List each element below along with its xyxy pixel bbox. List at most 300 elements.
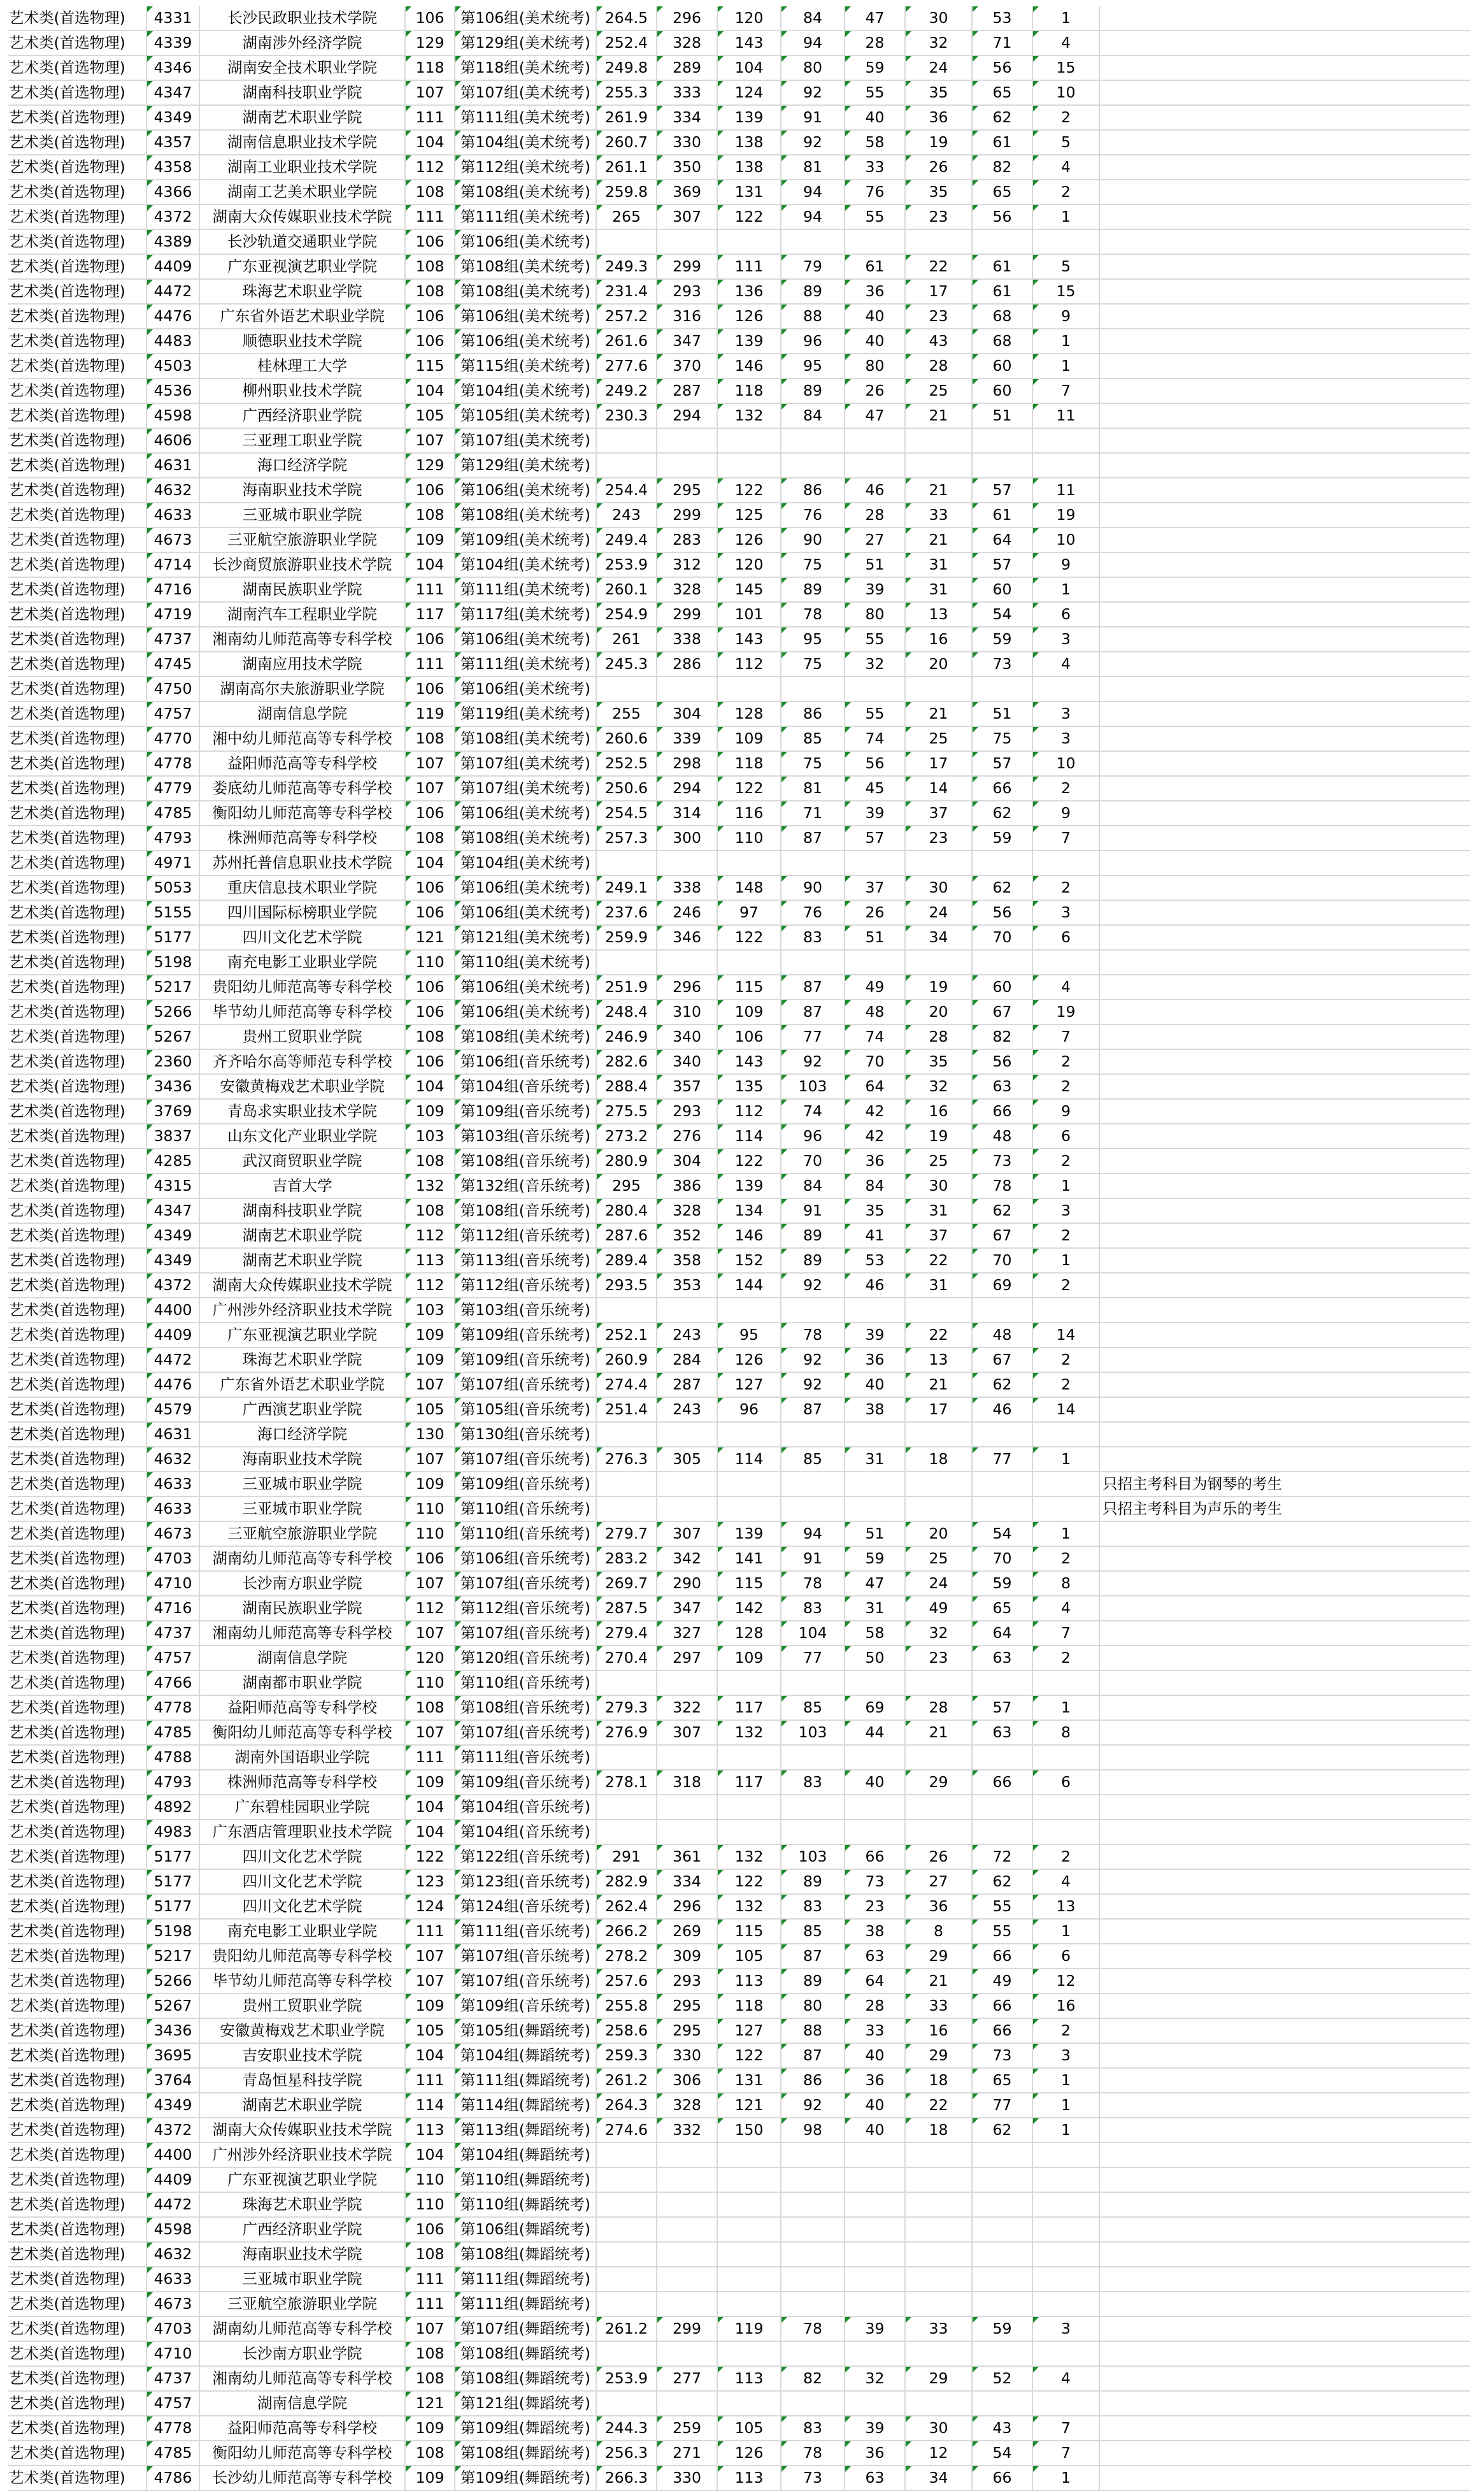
table-row[interactable] — [8, 403, 1470, 428]
school-code-cell[interactable]: 4389 — [146, 229, 199, 254]
chinese-cell[interactable]: 122 — [717, 2043, 781, 2068]
chinese-cell[interactable]: 139 — [717, 329, 781, 354]
math-cell[interactable]: 83 — [781, 1596, 845, 1621]
table-row[interactable] — [8, 776, 1470, 801]
total-cell[interactable] — [657, 2143, 717, 2167]
elective-cell[interactable]: 29 — [905, 2366, 972, 2391]
note-cell[interactable] — [1099, 478, 1470, 503]
rank-cell[interactable] — [1032, 1422, 1099, 1447]
rank-cell[interactable] — [1032, 677, 1099, 701]
elective-cell[interactable]: 31 — [905, 577, 972, 602]
school-code-cell[interactable]: 4483 — [146, 329, 199, 354]
school-name-cell[interactable]: 四川文化艺术学院 — [199, 1894, 405, 1919]
elective-cell[interactable] — [905, 1298, 972, 1323]
total-cell[interactable] — [657, 1670, 717, 1695]
english-cell[interactable]: 59 — [972, 826, 1032, 851]
group-name-cell[interactable]: 第104组(美术统考) — [455, 130, 596, 155]
math-cell[interactable] — [781, 1820, 845, 1844]
table-row[interactable] — [8, 1646, 1470, 1670]
elective-cell[interactable]: 22 — [905, 254, 972, 279]
note-cell[interactable] — [1099, 6, 1470, 31]
rank-cell[interactable]: 2 — [1032, 1546, 1099, 1571]
total-cell[interactable] — [657, 2341, 717, 2366]
group-name-cell[interactable]: 第120组(音乐统考) — [455, 1646, 596, 1670]
category-cell[interactable]: 艺术类(首选物理) — [8, 1646, 146, 1670]
physics-cell[interactable]: 45 — [845, 776, 905, 801]
group-code-cell[interactable]: 110 — [405, 1521, 455, 1546]
english-cell[interactable] — [972, 1820, 1032, 1844]
total-cell[interactable]: 350 — [657, 155, 717, 180]
school-name-cell[interactable]: 湖南大众传媒职业技术学院 — [199, 205, 405, 229]
physics-cell[interactable]: 36 — [845, 2068, 905, 2093]
group-name-cell[interactable]: 第115组(美术统考) — [455, 354, 596, 378]
english-cell[interactable]: 48 — [972, 1124, 1032, 1149]
math-cell[interactable]: 89 — [781, 378, 845, 403]
group-code-cell[interactable]: 107 — [405, 2316, 455, 2341]
note-cell[interactable] — [1099, 1273, 1470, 1298]
group-name-cell[interactable]: 第111组(音乐统考) — [455, 1745, 596, 1770]
group-name-cell[interactable]: 第113组(音乐统考) — [455, 1248, 596, 1273]
english-cell[interactable]: 54 — [972, 602, 1032, 627]
elective-cell[interactable]: 18 — [905, 1447, 972, 1472]
group-name-cell[interactable]: 第106组(舞蹈统考) — [455, 2217, 596, 2242]
school-code-cell[interactable]: 4349 — [146, 1248, 199, 1273]
category-cell[interactable]: 艺术类(首选物理) — [8, 2043, 146, 2068]
physics-cell[interactable]: 39 — [845, 577, 905, 602]
group-code-cell[interactable]: 109 — [405, 2466, 455, 2490]
score-cell[interactable]: 276.9 — [596, 1720, 657, 1745]
english-cell[interactable] — [972, 453, 1032, 478]
rank-cell[interactable]: 10 — [1032, 751, 1099, 776]
score-cell[interactable]: 293.5 — [596, 1273, 657, 1298]
english-cell[interactable]: 67 — [972, 1347, 1032, 1372]
physics-cell[interactable] — [845, 453, 905, 478]
elective-cell[interactable]: 24 — [905, 900, 972, 925]
physics-cell[interactable]: 53 — [845, 1248, 905, 1273]
chinese-cell[interactable]: 143 — [717, 627, 781, 652]
school-name-cell[interactable]: 柳州职业技术学院 — [199, 378, 405, 403]
total-cell[interactable]: 334 — [657, 105, 717, 130]
table-row[interactable] — [8, 726, 1470, 751]
score-cell[interactable] — [596, 677, 657, 701]
rank-cell[interactable]: 15 — [1032, 55, 1099, 80]
school-code-cell[interactable]: 4358 — [146, 155, 199, 180]
score-cell[interactable]: 254.4 — [596, 478, 657, 503]
category-cell[interactable]: 艺术类(首选物理) — [8, 2316, 146, 2341]
total-cell[interactable]: 287 — [657, 1372, 717, 1397]
group-code-cell[interactable]: 109 — [405, 2416, 455, 2441]
table-row[interactable] — [8, 1844, 1470, 1869]
school-code-cell[interactable]: 4778 — [146, 2416, 199, 2441]
physics-cell[interactable] — [845, 1820, 905, 1844]
group-name-cell[interactable]: 第109组(音乐统考) — [455, 1993, 596, 2018]
rank-cell[interactable]: 14 — [1032, 1397, 1099, 1422]
rank-cell[interactable]: 1 — [1032, 1521, 1099, 1546]
note-cell[interactable] — [1099, 1969, 1470, 1993]
score-cell[interactable]: 256.3 — [596, 2441, 657, 2466]
total-cell[interactable]: 309 — [657, 1944, 717, 1969]
rank-cell[interactable]: 2 — [1032, 180, 1099, 205]
score-cell[interactable]: 261 — [596, 627, 657, 652]
group-name-cell[interactable]: 第106组(美术统考) — [455, 627, 596, 652]
school-code-cell[interactable]: 4606 — [146, 428, 199, 453]
school-code-cell[interactable]: 5217 — [146, 1944, 199, 1969]
score-cell[interactable]: 246.9 — [596, 1024, 657, 1049]
rank-cell[interactable]: 1 — [1032, 205, 1099, 229]
category-cell[interactable]: 艺术类(首选物理) — [8, 1770, 146, 1795]
score-cell[interactable]: 249.2 — [596, 378, 657, 403]
group-code-cell[interactable]: 110 — [405, 2167, 455, 2192]
english-cell[interactable]: 64 — [972, 1621, 1032, 1646]
note-cell[interactable]: 只招主考科目为声乐的考生 — [1099, 1497, 1470, 1521]
school-code-cell[interactable]: 4779 — [146, 776, 199, 801]
school-code-cell[interactable]: 4793 — [146, 826, 199, 851]
table-row[interactable] — [8, 1894, 1470, 1919]
rank-cell[interactable]: 9 — [1032, 801, 1099, 826]
school-name-cell[interactable]: 湖南工业职业技术学院 — [199, 155, 405, 180]
score-cell[interactable]: 250.6 — [596, 776, 657, 801]
math-cell[interactable]: 89 — [781, 577, 845, 602]
total-cell[interactable]: 297 — [657, 1646, 717, 1670]
group-name-cell[interactable]: 第104组(美术统考) — [455, 552, 596, 577]
category-cell[interactable]: 艺术类(首选物理) — [8, 1844, 146, 1869]
physics-cell[interactable]: 38 — [845, 1397, 905, 1422]
math-cell[interactable] — [781, 2391, 845, 2416]
school-code-cell[interactable]: 5053 — [146, 875, 199, 900]
group-code-cell[interactable]: 112 — [405, 155, 455, 180]
chinese-cell[interactable]: 105 — [717, 1944, 781, 1969]
elective-cell[interactable] — [905, 2267, 972, 2292]
note-cell[interactable] — [1099, 205, 1470, 229]
math-cell[interactable] — [781, 2143, 845, 2167]
physics-cell[interactable] — [845, 428, 905, 453]
table-row[interactable] — [8, 180, 1470, 205]
score-cell[interactable]: 259.8 — [596, 180, 657, 205]
math-cell[interactable]: 90 — [781, 528, 845, 552]
total-cell[interactable]: 332 — [657, 2118, 717, 2143]
chinese-cell[interactable] — [717, 2292, 781, 2316]
chinese-cell[interactable]: 138 — [717, 155, 781, 180]
school-name-cell[interactable]: 广东酒店管理职业技术学院 — [199, 1820, 405, 1844]
group-code-cell[interactable]: 118 — [405, 55, 455, 80]
total-cell[interactable]: 299 — [657, 503, 717, 528]
group-code-cell[interactable]: 109 — [405, 528, 455, 552]
school-code-cell[interactable]: 3764 — [146, 2068, 199, 2093]
category-cell[interactable]: 艺术类(首选物理) — [8, 2341, 146, 2366]
group-code-cell[interactable]: 104 — [405, 1795, 455, 1820]
elective-cell[interactable]: 32 — [905, 31, 972, 55]
english-cell[interactable]: 57 — [972, 751, 1032, 776]
math-cell[interactable] — [781, 229, 845, 254]
total-cell[interactable] — [657, 453, 717, 478]
group-code-cell[interactable]: 111 — [405, 1745, 455, 1770]
elective-cell[interactable]: 13 — [905, 602, 972, 627]
physics-cell[interactable]: 40 — [845, 2043, 905, 2068]
school-code-cell[interactable]: 4632 — [146, 478, 199, 503]
school-name-cell[interactable]: 湖南信息学院 — [199, 2391, 405, 2416]
elective-cell[interactable]: 25 — [905, 1149, 972, 1174]
rank-cell[interactable]: 7 — [1032, 2441, 1099, 2466]
rank-cell[interactable] — [1032, 1670, 1099, 1695]
group-name-cell[interactable]: 第109组(音乐统考) — [455, 1347, 596, 1372]
elective-cell[interactable]: 26 — [905, 1844, 972, 1869]
english-cell[interactable]: 59 — [972, 627, 1032, 652]
english-cell[interactable] — [972, 1745, 1032, 1770]
rank-cell[interactable]: 10 — [1032, 80, 1099, 105]
note-cell[interactable] — [1099, 1795, 1470, 1820]
math-cell[interactable]: 94 — [781, 180, 845, 205]
group-code-cell[interactable]: 106 — [405, 1546, 455, 1571]
group-name-cell[interactable]: 第108组(美术统考) — [455, 180, 596, 205]
english-cell[interactable]: 65 — [972, 1596, 1032, 1621]
note-cell[interactable] — [1099, 2292, 1470, 2316]
group-name-cell[interactable]: 第113组(舞蹈统考) — [455, 2118, 596, 2143]
total-cell[interactable]: 259 — [657, 2416, 717, 2441]
school-name-cell[interactable]: 三亚城市职业学院 — [199, 1497, 405, 1521]
total-cell[interactable] — [657, 950, 717, 975]
school-code-cell[interactable]: 4349 — [146, 2093, 199, 2118]
total-cell[interactable]: 314 — [657, 801, 717, 826]
note-cell[interactable] — [1099, 105, 1470, 130]
chinese-cell[interactable]: 142 — [717, 1596, 781, 1621]
school-name-cell[interactable]: 株洲师范高等专科学校 — [199, 1770, 405, 1795]
rank-cell[interactable] — [1032, 453, 1099, 478]
total-cell[interactable]: 287 — [657, 378, 717, 403]
rank-cell[interactable] — [1032, 2217, 1099, 2242]
elective-cell[interactable] — [905, 2242, 972, 2267]
math-cell[interactable]: 87 — [781, 1000, 845, 1024]
school-code-cell[interactable]: 4347 — [146, 80, 199, 105]
math-cell[interactable] — [781, 428, 845, 453]
group-name-cell[interactable]: 第111组(美术统考) — [455, 652, 596, 677]
note-cell[interactable] — [1099, 1149, 1470, 1174]
school-code-cell[interactable]: 5198 — [146, 1919, 199, 1944]
school-name-cell[interactable]: 广州涉外经济职业技术学院 — [199, 2143, 405, 2167]
elective-cell[interactable]: 16 — [905, 1099, 972, 1124]
score-cell[interactable]: 270.4 — [596, 1646, 657, 1670]
physics-cell[interactable]: 33 — [845, 155, 905, 180]
note-cell[interactable] — [1099, 1347, 1470, 1372]
group-name-cell[interactable]: 第104组(音乐统考) — [455, 1074, 596, 1099]
total-cell[interactable]: 243 — [657, 1323, 717, 1347]
english-cell[interactable]: 57 — [972, 1695, 1032, 1720]
elective-cell[interactable]: 30 — [905, 1174, 972, 1198]
chinese-cell[interactable] — [717, 1497, 781, 1521]
table-row[interactable] — [8, 2118, 1470, 2143]
rank-cell[interactable] — [1032, 2391, 1099, 2416]
group-code-cell[interactable]: 106 — [405, 900, 455, 925]
school-code-cell[interactable]: 4673 — [146, 2292, 199, 2316]
chinese-cell[interactable]: 139 — [717, 105, 781, 130]
group-code-cell[interactable]: 107 — [405, 751, 455, 776]
math-cell[interactable]: 84 — [781, 403, 845, 428]
physics-cell[interactable]: 56 — [845, 751, 905, 776]
math-cell[interactable]: 77 — [781, 1646, 845, 1670]
chinese-cell[interactable]: 112 — [717, 1099, 781, 1124]
chinese-cell[interactable]: 96 — [717, 1397, 781, 1422]
group-code-cell[interactable]: 108 — [405, 2366, 455, 2391]
category-cell[interactable]: 艺术类(首选物理) — [8, 1745, 146, 1770]
physics-cell[interactable]: 40 — [845, 304, 905, 329]
rank-cell[interactable]: 5 — [1032, 130, 1099, 155]
math-cell[interactable]: 91 — [781, 105, 845, 130]
group-code-cell[interactable]: 109 — [405, 1770, 455, 1795]
chinese-cell[interactable]: 136 — [717, 279, 781, 304]
school-name-cell[interactable]: 湖南艺术职业学院 — [199, 2093, 405, 2118]
school-name-cell[interactable]: 四川文化艺术学院 — [199, 1869, 405, 1894]
group-name-cell[interactable]: 第111组(舞蹈统考) — [455, 2292, 596, 2316]
score-cell[interactable]: 249.3 — [596, 254, 657, 279]
group-code-cell[interactable]: 113 — [405, 2118, 455, 2143]
math-cell[interactable]: 92 — [781, 1347, 845, 1372]
group-name-cell[interactable]: 第106组(美术统考) — [455, 304, 596, 329]
category-cell[interactable]: 艺术类(首选物理) — [8, 2441, 146, 2466]
group-code-cell[interactable]: 107 — [405, 80, 455, 105]
score-cell[interactable]: 289.4 — [596, 1248, 657, 1273]
rank-cell[interactable]: 3 — [1032, 2316, 1099, 2341]
note-cell[interactable] — [1099, 453, 1470, 478]
english-cell[interactable]: 66 — [972, 2018, 1032, 2043]
rank-cell[interactable]: 2 — [1032, 1049, 1099, 1074]
total-cell[interactable] — [657, 2217, 717, 2242]
table-row[interactable] — [8, 1323, 1470, 1347]
score-cell[interactable]: 261.1 — [596, 155, 657, 180]
rank-cell[interactable]: 7 — [1032, 378, 1099, 403]
table-row[interactable] — [8, 652, 1470, 677]
note-cell[interactable] — [1099, 2441, 1470, 2466]
score-cell[interactable]: 258.6 — [596, 2018, 657, 2043]
total-cell[interactable]: 307 — [657, 1521, 717, 1546]
chinese-cell[interactable]: 127 — [717, 1372, 781, 1397]
english-cell[interactable] — [972, 1472, 1032, 1497]
school-name-cell[interactable]: 海口经济学院 — [199, 453, 405, 478]
math-cell[interactable]: 86 — [781, 701, 845, 726]
category-cell[interactable]: 艺术类(首选物理) — [8, 2018, 146, 2043]
group-code-cell[interactable]: 112 — [405, 1273, 455, 1298]
score-cell[interactable]: 282.6 — [596, 1049, 657, 1074]
chinese-cell[interactable]: 139 — [717, 1521, 781, 1546]
total-cell[interactable]: 358 — [657, 1248, 717, 1273]
english-cell[interactable]: 60 — [972, 577, 1032, 602]
school-code-cell[interactable]: 4793 — [146, 1770, 199, 1795]
school-code-cell[interactable]: 4737 — [146, 2366, 199, 2391]
school-code-cell[interactable]: 4598 — [146, 2217, 199, 2242]
total-cell[interactable] — [657, 2267, 717, 2292]
elective-cell[interactable]: 20 — [905, 1521, 972, 1546]
score-cell[interactable] — [596, 1795, 657, 1820]
school-code-cell[interactable]: 5217 — [146, 975, 199, 1000]
school-code-cell[interactable]: 4737 — [146, 1621, 199, 1646]
category-cell[interactable]: 艺术类(首选物理) — [8, 31, 146, 55]
group-code-cell[interactable]: 108 — [405, 279, 455, 304]
english-cell[interactable]: 69 — [972, 1273, 1032, 1298]
english-cell[interactable]: 48 — [972, 1323, 1032, 1347]
score-cell[interactable]: 266.2 — [596, 1919, 657, 1944]
group-code-cell[interactable]: 111 — [405, 105, 455, 130]
total-cell[interactable]: 277 — [657, 2366, 717, 2391]
math-cell[interactable] — [781, 2292, 845, 2316]
category-cell[interactable]: 艺术类(首选物理) — [8, 2267, 146, 2292]
school-name-cell[interactable]: 三亚航空旅游职业学院 — [199, 528, 405, 552]
school-name-cell[interactable]: 南充电影工业职业学院 — [199, 950, 405, 975]
group-code-cell[interactable]: 110 — [405, 950, 455, 975]
rank-cell[interactable]: 2 — [1032, 1844, 1099, 1869]
note-cell[interactable] — [1099, 2366, 1470, 2391]
group-code-cell[interactable]: 108 — [405, 1149, 455, 1174]
school-code-cell[interactable]: 4785 — [146, 801, 199, 826]
category-cell[interactable]: 艺术类(首选物理) — [8, 254, 146, 279]
rank-cell[interactable]: 2 — [1032, 1074, 1099, 1099]
group-name-cell[interactable]: 第132组(音乐统考) — [455, 1174, 596, 1198]
total-cell[interactable] — [657, 2167, 717, 2192]
math-cell[interactable]: 91 — [781, 1198, 845, 1223]
group-code-cell[interactable]: 106 — [405, 677, 455, 701]
group-name-cell[interactable]: 第119组(美术统考) — [455, 701, 596, 726]
math-cell[interactable]: 92 — [781, 1273, 845, 1298]
category-cell[interactable]: 艺术类(首选物理) — [8, 627, 146, 652]
english-cell[interactable] — [972, 2292, 1032, 2316]
school-name-cell[interactable]: 海南职业技术学院 — [199, 478, 405, 503]
note-cell[interactable] — [1099, 2118, 1470, 2143]
note-cell[interactable] — [1099, 1546, 1470, 1571]
school-code-cell[interactable]: 5266 — [146, 1000, 199, 1024]
category-cell[interactable]: 艺术类(首选物理) — [8, 55, 146, 80]
rank-cell[interactable]: 6 — [1032, 1944, 1099, 1969]
category-cell[interactable]: 艺术类(首选物理) — [8, 1894, 146, 1919]
school-code-cell[interactable]: 4339 — [146, 31, 199, 55]
math-cell[interactable]: 89 — [781, 1969, 845, 1993]
group-code-cell[interactable]: 106 — [405, 2217, 455, 2242]
score-cell[interactable]: 274.6 — [596, 2118, 657, 2143]
group-name-cell[interactable]: 第112组(音乐统考) — [455, 1596, 596, 1621]
score-cell[interactable]: 257.6 — [596, 1969, 657, 1993]
note-cell[interactable] — [1099, 826, 1470, 851]
note-cell[interactable] — [1099, 503, 1470, 528]
total-cell[interactable]: 338 — [657, 627, 717, 652]
school-code-cell[interactable]: 4631 — [146, 1422, 199, 1447]
table-row[interactable] — [8, 2416, 1470, 2441]
school-code-cell[interactable]: 3837 — [146, 1124, 199, 1149]
english-cell[interactable]: 57 — [972, 478, 1032, 503]
note-cell[interactable] — [1099, 2018, 1470, 2043]
school-name-cell[interactable]: 贵州工贸职业学院 — [199, 1993, 405, 2018]
english-cell[interactable]: 55 — [972, 1919, 1032, 1944]
score-cell[interactable] — [596, 950, 657, 975]
elective-cell[interactable]: 31 — [905, 552, 972, 577]
score-cell[interactable] — [596, 428, 657, 453]
school-name-cell[interactable]: 广东省外语艺术职业学院 — [199, 1372, 405, 1397]
table-row[interactable] — [8, 329, 1470, 354]
table-row[interactable] — [8, 279, 1470, 304]
physics-cell[interactable]: 28 — [845, 31, 905, 55]
english-cell[interactable]: 52 — [972, 2366, 1032, 2391]
group-name-cell[interactable]: 第105组(舞蹈统考) — [455, 2018, 596, 2043]
chinese-cell[interactable]: 126 — [717, 528, 781, 552]
physics-cell[interactable]: 38 — [845, 1919, 905, 1944]
chinese-cell[interactable] — [717, 851, 781, 875]
physics-cell[interactable]: 55 — [845, 205, 905, 229]
school-code-cell[interactable]: 4716 — [146, 577, 199, 602]
group-name-cell[interactable]: 第106组(美术统考) — [455, 6, 596, 31]
rank-cell[interactable]: 1 — [1032, 354, 1099, 378]
score-cell[interactable]: 288.4 — [596, 1074, 657, 1099]
physics-cell[interactable]: 39 — [845, 2416, 905, 2441]
category-cell[interactable]: 艺术类(首选物理) — [8, 652, 146, 677]
english-cell[interactable]: 62 — [972, 1198, 1032, 1223]
total-cell[interactable] — [657, 1745, 717, 1770]
math-cell[interactable]: 75 — [781, 552, 845, 577]
category-cell[interactable]: 艺术类(首选物理) — [8, 701, 146, 726]
